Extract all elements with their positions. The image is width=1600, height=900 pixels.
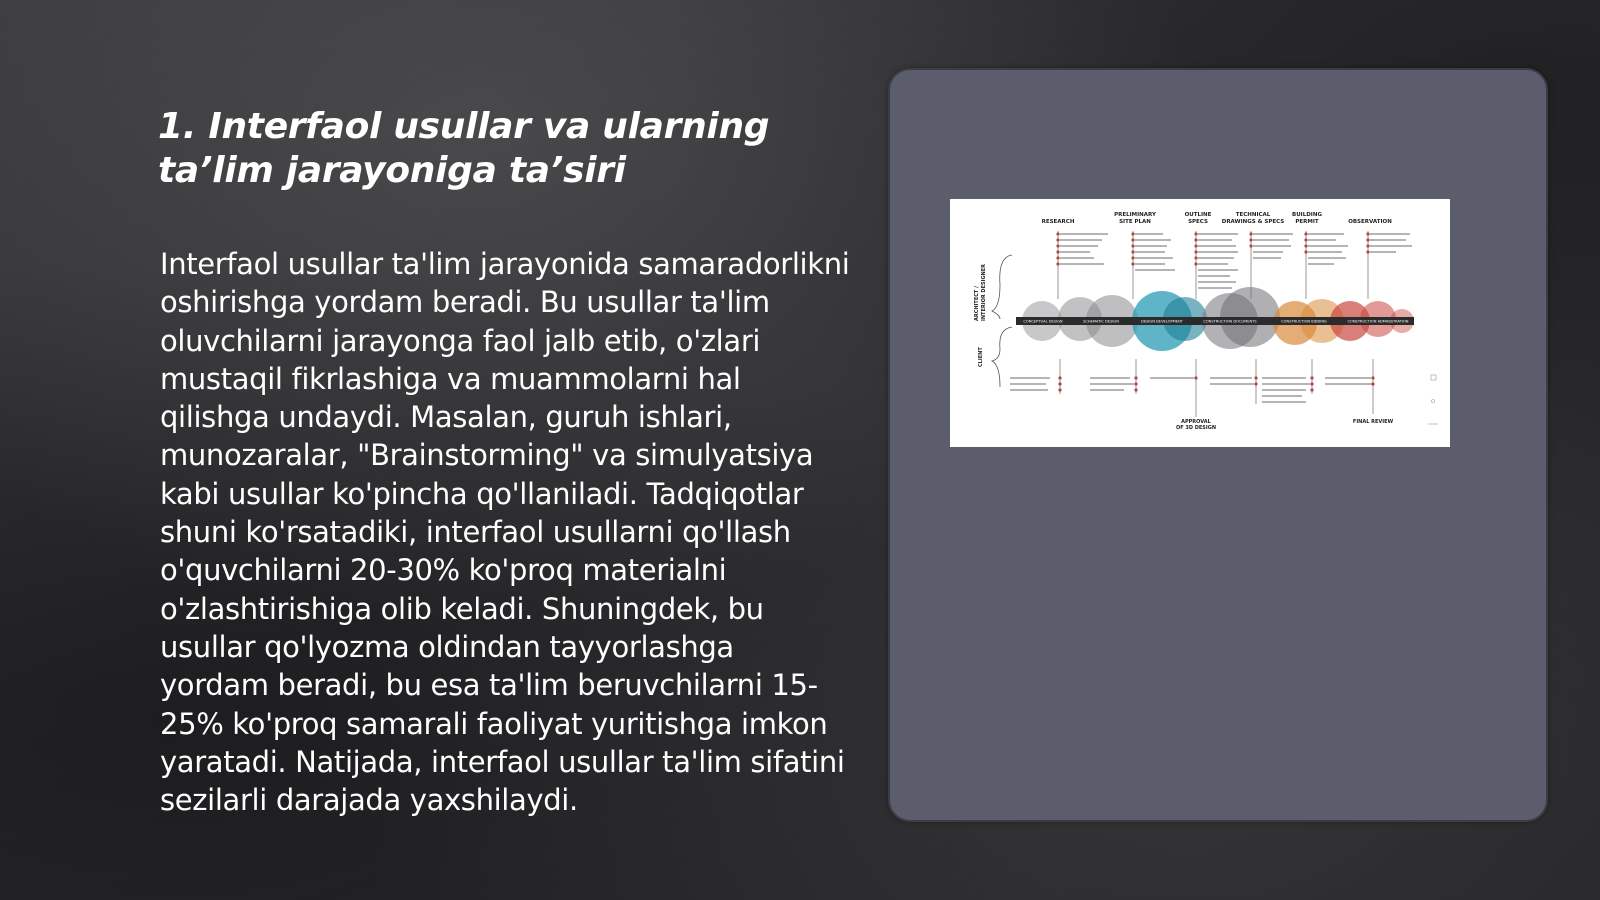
stage-label: DESIGN DEVELOPMENT	[1141, 319, 1183, 324]
slide-title: 1. Interfaol usullar va ularning ta’lim jarayoniga ta’siri	[158, 106, 770, 191]
stage-label: CONSTRUCTION DOCUMENTS	[1203, 319, 1257, 324]
stage-label: CONCEPTUAL DESIGN	[1023, 319, 1063, 324]
brace-icon	[992, 255, 1012, 319]
stage-label: CONSTRUCTION ADMINISTRATION	[1347, 319, 1409, 324]
side-label: INTERIOR DESIGNER	[981, 263, 987, 321]
brace-icon	[992, 327, 1012, 387]
phase-label: RESEARCH	[1041, 219, 1075, 225]
bottom-label: APPROVAL	[1181, 419, 1211, 425]
side-label: CLIENT	[978, 347, 984, 367]
phase-label: SPECS	[1188, 219, 1208, 225]
phase-label: SITE PLAN	[1119, 219, 1151, 225]
bottom-label: FINAL REVIEW	[1352, 419, 1394, 425]
slide-body-text: Interfaol usullar ta'lim jarayonida samaradorlikni oshirishga yordam beradi. Bu usullar ta'lim oluvchilarni jarayonga faol jalb etib, o'zlari mustaqil fikrlashiga va muammolarni hal qilishga undaydi. Masalan, guruh ishlari, munozaralar, "Brainstorming" va simulyatsiya kabi usullar ko'pincha qo'llaniladi. Tadqiqotlar shuni ko'rsatadiki, interfaol usullarni qo'llash o'quvchilarni 20-30% ko'proq materialni o'zlashtirishiga olib keladi. Shuningdek, bu usullar qo'lyozma oldindan tayyorlashga yordam beradi, bu esa ta'lim beruvchilarni 15-25% ko'proq samarali faoliyat yuritishga imkon yaratadi. Natijada, interfaol usullar ta'lim sifatini sezilarli darajada yaxshilaydi.	[160, 247, 850, 818]
stage-label: CONSTRUCTION BIDDING	[1281, 319, 1327, 324]
side-label: ARCHITECT /	[974, 286, 980, 321]
phase-label: PERMIT	[1295, 219, 1319, 225]
phase-label: OBSERVATION	[1348, 219, 1392, 225]
corner-icons	[1428, 375, 1438, 424]
phase-label: DRAWINGS & SPECS	[1221, 219, 1285, 225]
phase-label: PRELIMINARY	[1114, 212, 1156, 218]
phase-label: BUILDING	[1292, 212, 1322, 218]
stage-label: SCHEMATIC DESIGN	[1083, 319, 1119, 324]
bottom-label: OF 3D DESIGN	[1175, 425, 1217, 431]
phase-label: TECHNICAL	[1235, 212, 1271, 218]
phase-label: OUTLINE	[1184, 212, 1212, 218]
process-diagram-image	[950, 199, 1450, 447]
